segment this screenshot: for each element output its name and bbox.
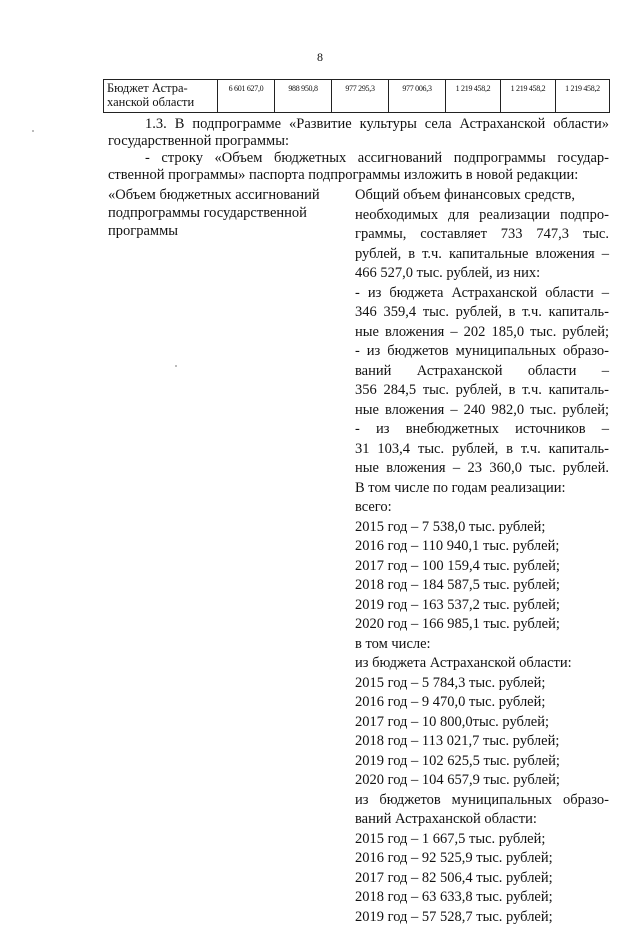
value-line: 346 359,4 тыс. рублей, в т.ч. капиталь- xyxy=(355,303,609,323)
table-cell: 977 295,3 xyxy=(332,80,389,113)
label-line: программы xyxy=(108,222,348,240)
scan-speck xyxy=(175,365,177,367)
budget-label-line: Бюджет Астра- xyxy=(107,81,214,95)
value-line: из бюджетов муниципальных образо- xyxy=(355,791,609,811)
table-row xyxy=(104,80,610,113)
table-cell: 1 219 458,2 xyxy=(446,80,501,113)
value-line: ные вложения – 240 982,0 тыс. рублей; xyxy=(355,401,609,421)
budget-table xyxy=(103,79,610,113)
value-line: 2015 год – 7 538,0 тыс. рублей; xyxy=(355,518,609,538)
value-line: 2015 год – 5 784,3 тыс. рублей; xyxy=(355,674,609,694)
table-cell: 977 006,3 xyxy=(389,80,446,113)
value-line: 2018 год – 113 021,7 тыс. рублей; xyxy=(355,732,609,752)
value-line: граммы, составляет 733 747,3 тыс. xyxy=(355,225,609,245)
value-line: 356 284,5 тыс. рублей, в т.ч. капиталь- xyxy=(355,381,609,401)
value-line: 2018 год – 63 633,8 тыс. рублей; xyxy=(355,888,609,908)
value-line: 2016 год – 92 525,9 тыс. рублей; xyxy=(355,849,609,869)
value-line: - из внебюджетных источников – xyxy=(355,420,609,440)
budget-row-label xyxy=(104,80,218,113)
value-line: - из бюджетов муниципальных образо- xyxy=(355,342,609,362)
value-line: 2017 год – 82 506,4 тыс. рублей; xyxy=(355,869,609,889)
value-line: 2017 год – 10 800,0тыс. рублей; xyxy=(355,713,609,733)
value-line: 2019 год – 163 537,2 тыс. рублей; xyxy=(355,596,609,616)
value-line: 2016 год – 110 940,1 тыс. рублей; xyxy=(355,537,609,557)
label-line: «Объем бюджетных ассигнований xyxy=(108,186,348,204)
label-line: подпрограммы государственной xyxy=(108,204,348,222)
instruction-text-cont: ственной программы» паспорта подпрограммы изложить в новой редакции: xyxy=(108,167,578,184)
passport-field-value xyxy=(355,186,609,927)
page-number: 8 xyxy=(0,50,640,65)
value-line: 2017 год – 100 159,4 тыс. рублей; xyxy=(355,557,609,577)
table-cell: 6 601 627,0 xyxy=(218,80,275,113)
value-line: 2018 год – 184 587,5 тыс. рублей; xyxy=(355,576,609,596)
section-heading: 1.3. В подпрограмме «Развитие культуры села Астраханской области» xyxy=(145,116,609,133)
value-line: 2020 год – 166 985,1 тыс. рублей; xyxy=(355,615,609,635)
value-line: Общий объем финансовых средств, xyxy=(355,186,609,206)
value-line: 2016 год – 9 470,0 тыс. рублей; xyxy=(355,693,609,713)
table-cell: 988 950,8 xyxy=(275,80,332,113)
value-line: ваний Астраханской области – xyxy=(355,362,609,382)
scan-speck xyxy=(32,130,34,132)
value-line: в том числе: xyxy=(355,635,609,655)
table-cell: 1 219 458,2 xyxy=(556,80,610,113)
value-line: 2020 год – 104 657,9 тыс. рублей; xyxy=(355,771,609,791)
table-cell: 1 219 458,2 xyxy=(501,80,556,113)
value-line: ные вложения – 23 360,0 тыс. рублей. xyxy=(355,459,609,479)
value-line: - из бюджета Астраханской области – xyxy=(355,284,609,304)
value-line: 2019 год – 102 625,5 тыс. рублей; xyxy=(355,752,609,772)
value-line: 31 103,4 тыс. рублей, в т.ч. капиталь- xyxy=(355,440,609,460)
instruction-text: - строку «Объем бюджетных ассигнований подпрограммы государ- xyxy=(145,150,609,167)
budget-label-line: ханской области xyxy=(107,95,214,109)
value-line: 2019 год – 57 528,7 тыс. рублей; xyxy=(355,908,609,927)
value-line: 2015 год – 1 667,5 тыс. рублей; xyxy=(355,830,609,850)
value-line: ваний Астраханской области: xyxy=(355,810,609,830)
value-line: 466 527,0 тыс. рублей, из них: xyxy=(355,264,609,284)
passport-field-label xyxy=(108,186,348,240)
value-line: из бюджета Астраханской области: xyxy=(355,654,609,674)
value-line: рублей, в т.ч. капитальные вложения – xyxy=(355,245,609,265)
value-line: всего: xyxy=(355,498,609,518)
value-line: В том числе по годам реализации: xyxy=(355,479,609,499)
value-line: ные вложения – 202 185,0 тыс. рублей; xyxy=(355,323,609,343)
section-heading-cont: государственной программы: xyxy=(108,133,289,150)
value-line: необходимых для реализации подпро- xyxy=(355,206,609,226)
